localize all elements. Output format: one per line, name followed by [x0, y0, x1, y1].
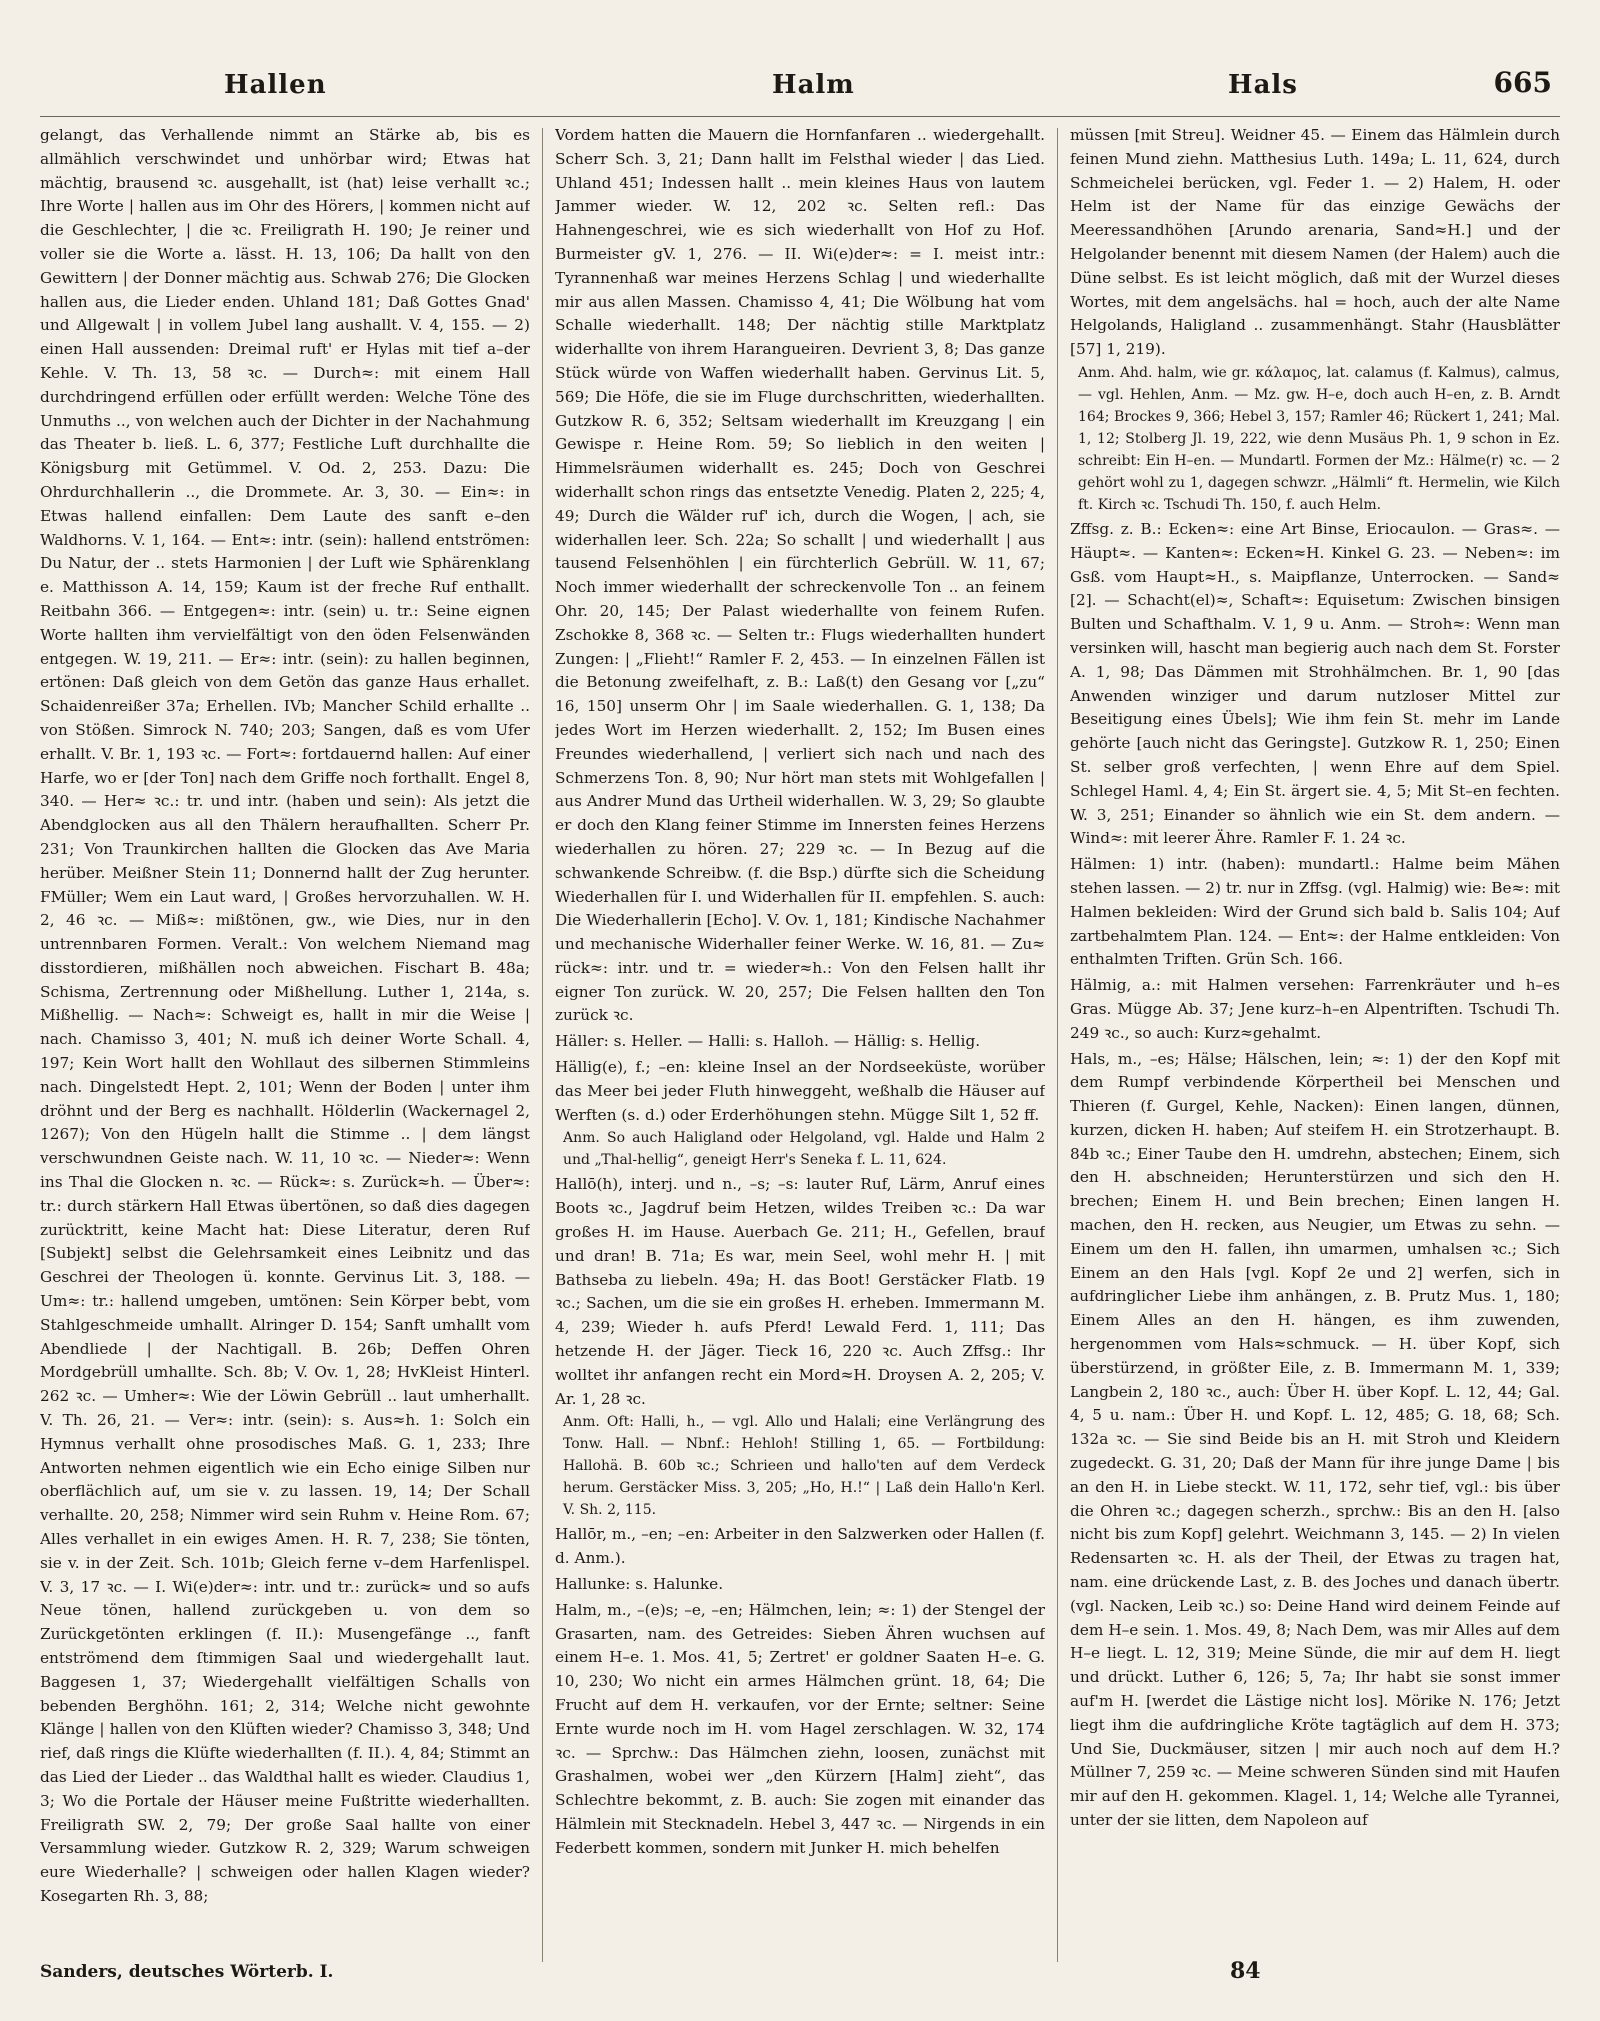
header-rule [40, 116, 1560, 117]
dictionary-entry: Häller: s. Heller. — Halli: s. Halloh. — Hällig: s. Hellig. [555, 1032, 981, 1051]
sheet-signature: 84 [1230, 1958, 1261, 1984]
dictionary-entry: Hällig(e), f.; –en: kleine Insel an der Nordseeküste, worüber das Meer bei jeder Fluth hinweggeht, weßhalb die Häuser auf Werften (s. d.) oder Erderhöhungen stehn. Mügge Silt 1, 52 ff. [555, 1058, 1045, 1124]
entry-text: gelangt, das Verhallende nimmt an Stärke ab, bis es allmählich verschwindet und unhörbar wird; Etwas hat mächtig, brausend ꝛc. ausgehallt, ist (hat) leise verhallt ꝛc.; Ihre Worte | hallen aus im Ohr des Hörers, | kommen nicht auf die Geschlechter, | die ꝛc. Freiligrath H. 190; Je reiner und voller sie die Worte a. lässt. H. 13, 106; Da hallt von den Gewittern | der Donner mächtig aus. Schwab 276; Die Glocken hallen aus, die Lieder enden. Uhland 181; Daß Gottes Gnad' und Allgewalt | in vollem Jubel lang aushallt. V. 4, 155. — 2) einen Hall aussenden: Dreimal ruft' er Hylas mit tief a–der Kehle. V. Th. 13, 58 ꝛc. — Durch≈: mit einem Hall durchdringend erfüllen oder erfüllt werden: Welche Töne des Unmuths .., von welchen auch der Dichter in der Nachahmung das Theater b. ließ. L. 6, 377; Festliche Luft durchhallte die Königsburg mit Getümmel. V. Od. 2, 253. Dazu: Die Ohrdurchhallerin .., die Drommete. Ar. 3, 30. — Ein≈: in Etwas hallend einfallen: Dem Laute des sanft e–den Waldhorns. V. 1, 164. — Ent≈: intr. (sein): hallend entströmen: Du Natur, der .. stets Harmonien | der Luft wie Sphärenklang e. Matthisson A. 14, 159; Kaum ist der freche Ruf enthallt. Reitbahn 366. — Entgegen≈: intr. (sein) u. tr.: Seine eignen Worte hallten ihm vervielfältigt von den öden Felsenwänden entgegen. W. 19, 211. — Er≈: intr. (sein): zu hallen beginnen, ertönen: Daß gleich von dem Getön das ganze Haus erhallet. Schaidenreißer 37a; Erhellen. IVb; Mancher Schild erhallte .. von Stößen. Simrock N. 740; 203; Sangen, daß es vom Ufer erhallt. V. Br. 1, 193 ꝛc. — Fort≈: fortdauernd hallen: Auf einer Harfe, wo er [der Ton] nach dem Griffe noch forthallt. Engel 8, 340. — Her≈ ꝛc.: tr. und intr. (haben und sein): Als jetzt die Abendglocken aus all den Thälern heraufhallten. Scherr Pr. 231; Von Traunkirchen hallten die Glocken das Ave Maria herüber. Meißner Stein 11; Donnernd hallt der Zug herunter. FMüller; Wem ein Laut ward, | Großes hervorzuhallen. W. H. 2, 46 ꝛc. — Miß≈: mißtönen, gw., wie Dies, nur in den untrennbaren Formen. Veralt.: Von welchem Niemand mag disstordieren, mißhällen noch abweichen. Fischart B. 48a; Schisma, Zertrennung oder Mißhellung. Luther 1, 214a, s. Mißhellig. — Nach≈: Schweigt es, hallt in mir die Weise | nach. Chamisso 3, 401; N. muß ich deiner Worte Schall. 4, 197; Kein Wort hallt den Wohllaut des silbernen Stimmleins nach. Dingelstedt Hept. 2, 101; Wenn der Boden | unter ihm dröhnt und der Berg es nachhallt. Hölderlin (Wackernagel 2, 1267); Von den Hügeln hallt die Stimme .. | dem längst verschwundnen Geiste nach. W. 11, 10 ꝛc. — Nieder≈: Wenn ins Thal die Glocken n. ꝛc. — Rück≈: s. Zurück≈h. — Über≈: tr.: durch stärkern Hall Etwas übertönen, so daß dies dagegen zurücktritt, keine Macht hat: Diese Literatur, deren Ruf [Subjekt] selbst die Gelehrsamkeit eines Leibnitz und das Geschrei der Theologen ü. konnte. Gervinus Lit. 3, 188. — Um≈: tr.: hallend umgeben, umtönen: Sein Körper bebt, vom Stahlgeschmeide umhallt. Alringer D. 154; Sanft umhallt vom Abendliede | der Nachtigall. B. 26b; Deffen Ohren Mordgebrüll umhallte. Sch. 8b; V. Ov. 1, 28; HvKleist Hinterl. 262 ꝛc. — Umher≈: Wie der Löwin Gebrüll .. laut umherhallt. V. Th. 26, 21. — Ver≈: intr. (sein): s. Aus≈h. 1: Solch ein Hymnus verhallt ohne prosodisches Maß. G. 1, 233; Ihre Antworten nehmen eigentlich wie ein Echo einige Silben nur oberflächlich auf, um sie v. zu lassen. 19, 14; Der Schall verhallte. 20, 258; Nimmer wird sein Ruhm v. Heine Rom. 67; Alles verhallet in ein ewiges Amen. H. R. 7, 238; Sie tönten, sie v. in der Zeit. Sch. 101b; Gleich ferne v–dem Harfenlispel. V. 3, 17 ꝛc. — I. Wi(e)der≈: intr. und tr.: zurück≈ und so aufs Neue tönen, hallend zurückgeben u. von dem so Zurückgetönten erklingen (f. II.): Musengefänge .., fanft entströmend dem ſtimmigen Saal und wiedergehallt laut. Baggesen 1, 37; Wiedergehallt vielfältigen Schalls von bebenden Berghöhn. 161; 2, 314; Welche nicht gewohnte Klänge | hallen von den Klüften wieder? Chamisso 3, 348; Und rief, daß rings die Klüfte wiederhallten (f. II.). 4, 84; Stimmt an das Lied der Lieder .. das Waldthal hallt es wieder. Claudius 1, 3; Wo die Portale der Häuser meine Fußtritte wiederhallten. Freiligrath SW. 2, 79; Der große Saal hallte von einer Versammlung wieder. Gutzkow R. 2, 329; Warum schweigen eure Wiederhalle? | schweigen oder hallen Klagen wieder? Kosegarten Rh. 3, 88; [40, 126, 530, 1905]
text-columns [40, 124, 1560, 1962]
publisher-imprint: Sanders, deutsches Wörterb. I. [40, 1962, 334, 1982]
right-running-head: Hals [1228, 70, 1298, 100]
dictionary-entry: Hälmig, a.: mit Halmen versehen: Farrenkräuter und h–es Gras. Mügge Ab. 37; Jene kurz–h–en Alpentriften. Tschudi Th. 249 ꝛc., so auch: Kurz≈gehalmt. [1070, 976, 1560, 1042]
dictionary-entry: Zffsg. z. B.: Ecken≈: eine Art Binse, Eriocaulon. — Gras≈. — Häupt≈. — Kanten≈: Ecken≈H. Kinkel G. 23. — Neben≈: im Gsß. vom Haupt≈H., s. Maipflanze, Unterrocken. — Sand≈ [2]. — Schacht(el)≈, Schaft≈: Equisetum: Zwischen binsigen Bulten und Schafthalm. V. 1, 9 u. Anm. — Stroh≈: Wenn man versinken will, hascht man begierig auch nach dem St. Forster A. 1, 98; Das Dämmen mit Strohhälmchen. Br. 1, 90 [das Anwenden winziger und darum nutzloser Mittel zur Beseitigung eines Übels]; Wie ihm fein St. mehr im Lande gehörte [auch nicht das Geringste]. Gutzkow R. 1, 250; Einen St. selber groß verfechten, | wenn Ehre auf dem Spiel. Schlegel Haml. 4, 4; Ein St. ärgert sie. 4, 5; Mit St–en fechten. W. 3, 251; Einander so ähnlich wie ein St. dem andern. — Wind≈: mit leerer Ähre. Ramler F. 1. 24 ꝛc. [1070, 519, 1560, 848]
entry-text: müssen [mit Streu]. Weidner 45. — Einem das Hälmlein durch feinen Mund ziehn. Matthesius Luth. 149a; L. 11, 624, durch Schmeichelei berücken, vgl. Feder 1. — 2) Halem, H. oder Helm ist der Name für das einzige Gewächs der Meeressandhöhen [Arundo arenaria, Sand≈H.] und der Helgolander benennt mit diesem Namen (der Halem) auch die Düne selbst. Es ist leicht möglich, daß mit der Wurzel dieses Wortes, mit dem angelsächs. hal = hoch, auch der alte Name Helgolands, Haligland .. zusammenhängt. Stahr (Hausblätter [57] 1, 219). [1070, 126, 1560, 359]
entry-note: Anm. So auch Haligland oder Helgoland, vgl. Halde und Halm 2 und „Thal-hellig“, geneigt Herr's Seneka f. L. 11, 624. [563, 1130, 1045, 1169]
entry-text: Vordem hatten die Mauern die Hornfanfaren .. wiedergehallt. Scherr Sch. 3, 21; Dann hallt im Felsthal wieder | das Lied. Uhland 451; Indessen hallt .. mein kleines Haus von lautem Jammer wieder. W. 12, 202 ꝛc. Selten refl.: Das Hahnengeschrei, wie es sich wiederhallt von Hof zu Hof. Burmeister gV. 1, 276. — II. Wi(e)der≈: = I. meist intr.: Tyrannenhaß war meines Herzens Schlag | und wiederhallte mir aus allen Massen. Chamisso 4, 41; Die Wölbung hat vom Schalle wiederhallt. 148; Der nächtig stille Marktplatz widerhallte von ihrem Harangueiren. Devrient 3, 8; Das ganze Stück würde von Waffen wiederhallt haben. Gervinus Lit. 5, 569; Die Höfe, die sie im Fluge durchschritten, wiederhallten. Gutzkow R. 6, 352; Seltsam wiederhallt im Kreuzgang | ein Gewispe r. Heine Rom. 59; So lieblich in den weiten | Himmelsräumen widerhallt es. 245; Doch von Geschrei widerhallt schon rings das entsetzte Venedig. Platen 2, 225; 4, 49; Durch die Wälder ruf' ich, durch die Wogen, | ach, sie widerhallen leer. Sch. 22a; So schallt | und wiederhallt | aus tausend Felsenhöhlen | ein fürchterlich Gebrüll. W. 11, 67; Noch immer wiederhallt der schreckenvolle Ton .. an feinem Ohr. 20, 145; Der Palast wiederhallte von feinem Rufen. Zschokke 8, 368 ꝛc. — Selten tr.: Flugs wiederhallten hundert Zungen: | „Flieht!“ Ramler F. 2, 453. — In einzelnen Fällen ist die Betonung zweifelhaft, z. B.: Laß(t) den Gesang vor [„zu“ 16, 150] unserm Ohr | im Saale wiederhallen. G. 1, 138; Da jedes Wort im Herzen wiederhallt. 2, 152; Im Busen eines Freundes wiederhallend, | verliert sich nach und nach des Schmerzens Ton. 8, 90; Nur hört man stets mit Wohlgefallen | aus Andrer Mund das Urtheil widerhallen. W. 3, 29; So glaubte er doch den Klang feiner Stimme im Innersten feines Herzens wiederhallen zu hören. 27; 229 ꝛc. — In Bezug auf die schwankende Schreibw. (f. die Bsp.) dürfte sich die Scheidung Wiederhallen für I. und Widerhallen für II. empfehlen. S. auch: Die Wiederhallerin [Echo]. V. Ov. 1, 181; Kindische Nachahmer und mechanische Widerhaller feiner Werke. W. 16, 81. — Zu≈ rück≈: intr. und tr. = wieder≈h.: Von den Felsen hallt ihr eigner Ton zurück. W. 20, 257; Die Felsen hallten den Ton zurück ꝛc. [555, 126, 1045, 1025]
center-running-head: Halm [772, 70, 855, 100]
entry-note: Anm. Oft: Halli, h., — vgl. Allo und Halali; eine Verlängrung des Tonw. Hall. — Nbnf.: Hehloh! Stilling 1, 65. — Fortbildung: Hallohä. B. 60b ꝛc.; Schrieen und hallo'ten auf dem Verdeck herum. Gerstäcker Miss. 3, 205; „Ho, H.!“ | Laß dein Hallo'n Kerl. V. Sh. 2, 115. [563, 1414, 1045, 1519]
column-divider [542, 128, 543, 1962]
entry-note: Anm. Ahd. halm, wie gr. κάλαμος, lat. calamus (f. Kalmus), calmus, — vgl. Hehlen, Anm. — Mz. gw. H–e, doch auch H–en, z. B. Arndt 164; Brockes 9, 366; Hebel 3, 157; Ramler 46; Rückert 1, 241; Mal. 1, 12; Stolberg Jl. 19, 222, wie denn Musäus Ph. 1, 9 schon in Ez. schreibt: Ein H–en. — Mundartl. Formen der Mz.: Hälme(r) ꝛc. — 2 gehört wohl zu 1, dagegen schwzr. „Hälmli“ ft. Hermelin, wie Kilch ft. Kirch ꝛc. Tschudi Th. 150, f. auch Helm. [1078, 364, 1560, 513]
dictionary-entry: Halm, m., –(e)s; –e, –en; Hälmchen, lein; ≈: 1) der Stengel der Grasarten, nam. des Getreides: Sieben Ähren wuchsen auf einem H–e. 1. Mos. 41, 5; Zertret' er goldner Saaten H–e. G. 10, 230; Wo nicht ein armes Hälmchen grünt. 18, 64; Die Frucht auf dem H. verkaufen, vor der Ernte; seltner: Seine Ernte wurde noch im H. vom Hagel zerschlagen. W. 32, 174 ꝛc. — Sprchw.: Das Hälmchen ziehn, loosen, zunächst mit Grashalmen, wobei wer „den Kürzern [Halm] zieht“, das Schlechtre bekommt, z. B. auch: Sie zogen mit einander das Hälmlein mit Stecknadeln. Hebel 3, 447 ꝛc. — Nirgends in ein Federbett kommen, sondern mit Junker H. mich behelfen [555, 1600, 1045, 1857]
column-divider [1057, 128, 1058, 1962]
dictionary-entry: Hallunke: s. Halunke. [555, 1575, 724, 1594]
dictionary-entry: Hallōr, m., –en; –en: Arbeiter in den Salzwerken oder Hallen (f. d. Anm.). [555, 1525, 1045, 1568]
page-footer [40, 1958, 1560, 1998]
left-running-head: Hallen [224, 70, 327, 100]
column-right [1070, 124, 1560, 1962]
column-middle [555, 124, 1045, 1962]
page-header [40, 66, 1560, 110]
dictionary-entry: Hallō(h), interj. und n., –s; –s: lauter Ruf, Lärm, Anruf eines Boots ꝛc., Jagdruf beim Hetzen, wildes Treiben ꝛc.: Da war großes H. im Hause. Auerbach Ge. 211; H., Gefellen, brauf und dran! B. 71a; Es war, mein Seel, wohl mehr H. | mit Bathseba zu liebeln. 49a; H. das Boot! Gerstäcker Flatb. 19 ꝛc.; Sachen, um die sie ein großes H. erheben. Immermann M. 4, 239; Wieder h. aufs Pferd! Lewald Ferd. 1, 111; Das hetzende H. der Jäger. Tieck 16, 220 ꝛc. Auch Zffsg.: Ihr wolltet ihr anfangen recht ein Mord≈H. Droysen A. 2, 205; V. Ar. 1, 28 ꝛc. [555, 1175, 1045, 1408]
page-number: 665 [1493, 66, 1552, 99]
dictionary-entry: Hals, m., –es; Hälse; Hälschen, lein; ≈: 1) der den Kopf mit dem Rumpf verbindende Körpertheil bei Menschen und Thieren (f. Gurgel, Kehle, Nacken): Einen langen, dünnen, kurzen, dicken H. haben; Auf steifem H. ein Strotzerhaupt. B. 84b ꝛc.; Einer Taube den H. umdrehn, abstechen; Einem, sich den H. abschneiden; Herunterstürzen und sich den H. brechen; Einem H. und Bein brechen; Einen langen H. machen, den H. recken, aus Neugier, um Etwas zu sehn. — Einem um den H. fallen, ihn umarmen, umhalsen ꝛc.; Sich Einem an den Hals [vgl. Kopf 2e und 2] werfen, sich in aufdringlicher Liebe ihm anhängen, z. B. Prutz Mus. 1, 180; Einem Alles an den H. hängen, es ihm zuwenden, hergenommen vom Hals≈schmuck. — H. über Kopf, sich überstürzend, in größter Eile, z. B. Immermann M. 1, 339; Langbein 2, 180 ꝛc., auch: Über H. über Kopf. L. 12, 44; Gal. 4, 5 u. nam.: Über H. und Kopf. L. 12, 485; G. 18, 68; Sch. 132a ꝛc. — Sie sind Beide bis an H. mit Stroh und Kleidern zugedeckt. G. 31, 20; Daß der Mann für ihre junge Dame | bis an den H. in Liebe steckt. W. 11, 172, sehr tief, vgl.: bis über die Ohren ꝛc.; dagegen scherzh., sprchw.: Bis an den H. [also nicht bis zum Kopf] gelehrt. Weichmann 3, 145. — 2) In vielen Redensarten ꝛc. H. als der Theil, der Etwas zu tragen hat, nam. eine drückende Last, z. B. des Joches und danach übertr. (vgl. Nacken, Leib ꝛc.) so: Deine Hand wird deinem Feinde auf dem H–e sein. 1. Mos. 49, 8; Nach Dem, was mir Alles auf dem H–e liegt. L. 12, 319; Meine Sünde, die mir auf dem H. liegt und drückt. Luther 6, 126; 5, 7a; Ihr habt sie sonst immer auf'm H. [werdet die Lästige nicht los]. Mörike N. 176; Jetzt liegt ihm die aufdringliche Kröte tagtäglich auf dem H. 373; Und Sie, Duckmäuser, sitzen | mir auch noch auf dem H.? Müllner 7, 259 ꝛc. — Meine schweren Sünden sind mit Haufen mir auf den H. gekommen. Klagel. 1, 14; Welche alle Tyrannei, unter der sie litten, dem Napoleon auf [1070, 1049, 1560, 1829]
dictionary-entry: Hälmen: 1) intr. (haben): mundartl.: Halme beim Mähen stehen lassen. — 2) tr. nur in Zffsg. (vgl. Halmig) wie: Be≈: mit Halmen bekleiden: Wird der Grund sich bald b. Salis 104; Auf zartbehalmtem Plan. 124. — Ent≈: der Halme entkleiden: Von enthalmten Triften. Grün Sch. 166. [1070, 855, 1560, 969]
column-left [40, 124, 530, 1962]
